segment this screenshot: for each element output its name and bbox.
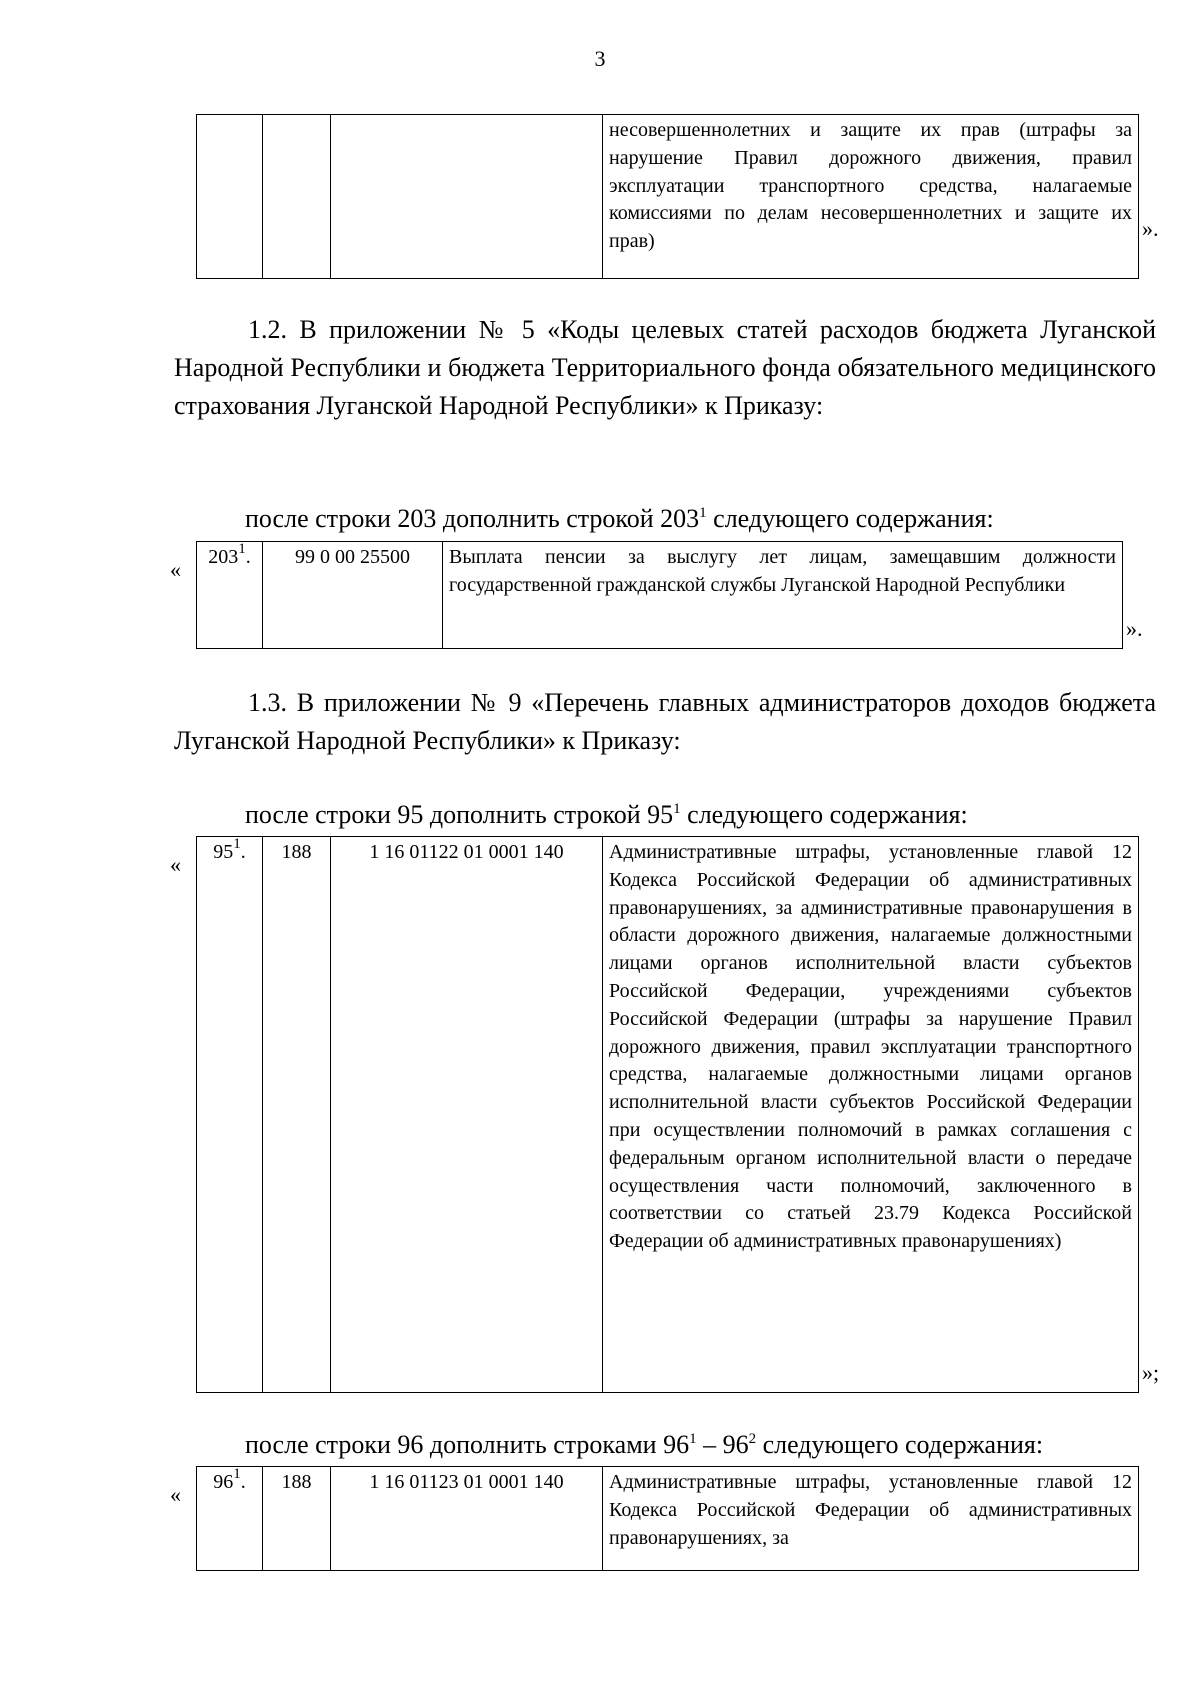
instruction-text-end: следующего содержания:	[756, 1430, 1044, 1459]
page-number: 3	[594, 46, 606, 71]
open-quote-mark: «	[170, 1482, 181, 1507]
row-number: $96^1$.	[197, 1467, 263, 1571]
instruction-text: после строки 203 дополнить строкой 203	[245, 504, 700, 533]
table-cell-admin	[263, 115, 331, 279]
revenue-code: 1 16 01122 01 0001 140	[331, 837, 603, 1393]
table-row	[197, 837, 1139, 1393]
row-number: $203^1$.	[197, 542, 263, 649]
instruction-text-end: следующего содержания:	[680, 800, 968, 829]
insert-instruction-95	[245, 800, 968, 830]
table-cell-description: несовершеннолетних и защите их прав (штрафы за нарушение Правил дорожного движения, правил эксплуатации транспортного средства, налагаемые комиссиями по делам несовершеннолетних и защите их прав)	[603, 115, 1139, 279]
close-quote-mark: ».	[1142, 216, 1159, 241]
instruction-superscript: 1	[673, 801, 681, 817]
paragraph-1-3-text: 1.3. В приложении № 9 «Перечень главных администраторов доходов бюджета Луганской Народной Республики» к Приказу:	[174, 688, 1156, 755]
table-continuation	[196, 114, 1139, 279]
revenue-code: 1 16 01123 01 0001 140	[331, 1467, 603, 1571]
administrator-code: 188	[263, 1467, 331, 1571]
target-article-description: Выплата пенсии за выслугу лет лицам, замещавшим должности государственной гражданской службы Луганской Народной Республики	[443, 542, 1123, 649]
open-quote-mark: «	[170, 557, 181, 582]
instruction-superscript: 1	[689, 1431, 697, 1447]
instruction-text-end: следующего содержания:	[706, 504, 994, 533]
revenue-description: Административные штрафы, установленные главой 12 Кодекса Российской Федерации об административных правонарушениях, за	[603, 1467, 1139, 1571]
close-quote-mark: »;	[1142, 1360, 1160, 1385]
paragraph-1-2-text: 1.2. В приложении № 5 «Коды целевых статей расходов бюджета Луганской Народной Республики и бюджета Территориального фонда обязательного медицинского страхования Луганской Народной Республики» к Приказу:	[174, 315, 1156, 420]
insert-instruction-203	[245, 504, 994, 534]
revenue-description: Административные штрафы, установленные главой 12 Кодекса Российской Федерации об административных правонарушениях, за административные правонарушения в области дорожного движения, налагаемые должностными лицами органов исполнительной власти субъектов Российской Федерации, учреждениями субъектов Российской Федерации (штрафы за нарушение Правил дорожного движения, правил эксплуатации транспортного средства, налагаемые должностными лицами органов исполнительной власти субъектов Российской Федерации при осуществлении полномочий в рамках соглашения с федеральным органом исполнительной власти о передаче осуществления части полномочий, заключенного в соответствии со статьей 23.79 Кодекса Российской Федерации об административных правонарушениях)	[603, 837, 1139, 1393]
administrator-code: 188	[263, 837, 331, 1393]
table-cell-num	[197, 115, 263, 279]
row-number: $95^1$.	[197, 837, 263, 1393]
instruction-text: после строки 95 дополнить строкой 95	[245, 800, 674, 829]
paragraph-1-2	[174, 311, 1156, 425]
table-row	[197, 1467, 1139, 1571]
table-revenue-administrators-95	[196, 836, 1139, 1393]
instruction-superscript: 1	[699, 505, 707, 521]
instruction-text-mid: – 96	[696, 1430, 749, 1459]
paragraph-1-3	[174, 684, 1156, 760]
close-quote-mark: ».	[1126, 616, 1143, 641]
insert-instruction-96	[245, 1430, 1043, 1460]
table-revenue-administrators-96	[196, 1466, 1139, 1571]
instruction-text: после строки 96 дополнить строками 96	[245, 1430, 690, 1459]
table-target-articles	[196, 541, 1123, 649]
table-row	[197, 115, 1139, 279]
table-cell-code	[331, 115, 603, 279]
instruction-superscript: 2	[748, 1431, 757, 1447]
table-row	[197, 542, 1123, 649]
open-quote-mark: «	[170, 852, 181, 877]
target-article-code: 99 0 00 25500	[263, 542, 443, 649]
